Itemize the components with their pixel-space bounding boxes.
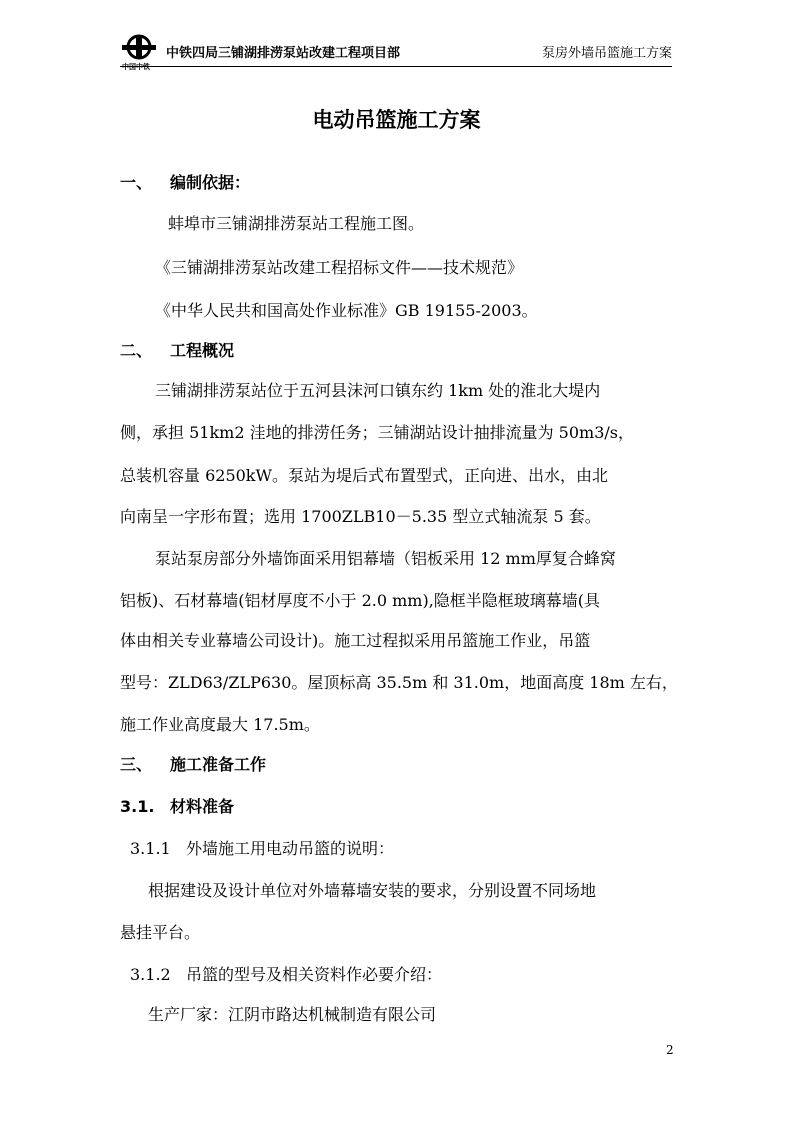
section-title: 工程概况 <box>170 341 235 360</box>
paragraph-line: 型号：ZLD63/ZLP630。屋顶标高 35.5m 和 31.0m，地面高度 18m 左右， <box>120 673 678 692</box>
item-3-1-1 <box>130 836 394 859</box>
basis-line: 《中华人民共和国高处作业标准》GB 19155-2003。 <box>155 301 538 320</box>
page-header <box>120 34 672 71</box>
logo-caption: 中国中铁 <box>122 63 150 71</box>
paragraph-line: 铝板)、石材幕墙(铝材厚度不小于 2.0 mm),隐框半隐框玻璃幕墙(具 <box>120 591 601 610</box>
header-project-name: 中铁四局三铺湖排涝泵站改建工程项目部 <box>166 46 401 61</box>
section-title: 材料准备 <box>170 797 235 816</box>
item-text: 外墙施工用电动吊篮的说明： <box>186 839 395 858</box>
basis-line: 《三铺湖排涝泵站改建工程招标文件——技术规范》 <box>155 258 524 277</box>
paragraph-line: 侧，承担 51km2 洼地的排涝任务；三铺湖站设计抽排流量为 50m3/s， <box>120 423 634 442</box>
section-heading-1 <box>120 170 250 193</box>
section-number: 3.1. <box>120 797 155 816</box>
paragraph-line: 根据建设及设计单位对外墙幕墙安装的要求，分别设置不同场地 <box>148 881 597 900</box>
item-number: 3.1.1 <box>130 839 171 858</box>
basis-line: 蚌埠市三铺湖排涝泵站工程施工图。 <box>168 214 425 233</box>
page-title: 电动吊篮施工方案 <box>312 108 481 132</box>
section-number: 二、 <box>120 341 153 360</box>
section-title: 施工准备工作 <box>170 755 267 774</box>
section-title: 编制依据： <box>170 173 251 192</box>
section-heading-2 <box>120 338 234 361</box>
item-text: 吊篮的型号及相关资料作必要介绍： <box>186 965 443 984</box>
subsection-heading-3-1 <box>120 794 234 817</box>
item-3-1-2 <box>130 962 442 985</box>
paragraph-line: 体由相关专业幕墙公司设计)。施工过程拟采用吊篮施工作业，吊篮 <box>120 631 591 650</box>
paragraph-line: 总装机容量 6250kW。泵站为堤后式布置型式，正向进、出水，由北 <box>120 466 608 485</box>
paragraph-line: 悬挂平台。 <box>120 923 201 942</box>
page-number: 2 <box>666 1043 674 1057</box>
section-heading-3 <box>120 752 266 775</box>
item-number: 3.1.2 <box>130 965 171 984</box>
manufacturer-line: 生产厂家：江阴市路达机械制造有限公司 <box>148 1005 437 1024</box>
paragraph-line: 向南呈一字形布置；选用 1700ZLB10－5.35 型立式轴流泵 5 套。 <box>120 507 601 526</box>
section-number: 一、 <box>120 173 153 192</box>
paragraph-line: 三铺湖排涝泵站位于五河县沫河口镇东约 1km 处的淮北大堤内 <box>155 381 601 400</box>
header-doc-name: 泵房外墙吊篮施工方案 <box>541 46 672 61</box>
paragraph-line: 泵站泵房部分外墙饰面采用铝幕墙（铝板采用 12 mm厚复合蜂窝 <box>155 549 616 568</box>
section-number: 三、 <box>120 755 153 774</box>
paragraph-line: 施工作业高度最大 17.5m。 <box>120 715 320 734</box>
